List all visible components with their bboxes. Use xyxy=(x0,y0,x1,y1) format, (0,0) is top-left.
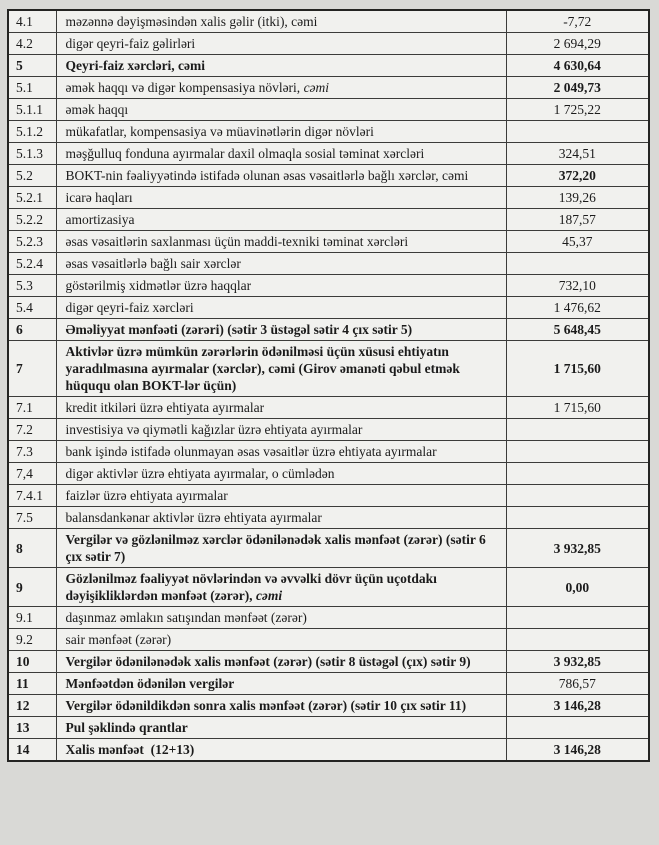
row-number-cell: 9 xyxy=(8,568,56,607)
row-value-cell: 1 725,22 xyxy=(506,99,649,121)
table-row xyxy=(8,99,649,121)
row-number-cell: 5.1.1 xyxy=(8,99,56,121)
financial-statement-table xyxy=(7,9,650,762)
row-value-cell: 2 694,29 xyxy=(506,33,649,55)
row-value-cell: 45,37 xyxy=(506,231,649,253)
row-label-cell: göstərilmiş xidmətlər üzrə haqqlar xyxy=(56,275,506,297)
row-label-cell: məşğulluq fonduna ayırmalar daxil olmaqla sosial təminat xərcləri xyxy=(56,143,506,165)
row-number-cell: 5.1.2 xyxy=(8,121,56,143)
row-number-cell: 5.2 xyxy=(8,165,56,187)
row-value-cell xyxy=(506,629,649,651)
row-value-cell: 187,57 xyxy=(506,209,649,231)
table-row xyxy=(8,441,649,463)
row-value-cell: 3 932,85 xyxy=(506,529,649,568)
row-label-cell: mükafatlar, kompensasiya və müavinətlərin digər növləri xyxy=(56,121,506,143)
row-value-cell: 372,20 xyxy=(506,165,649,187)
table-row xyxy=(8,717,649,739)
table-row xyxy=(8,231,649,253)
row-number-cell: 7,4 xyxy=(8,463,56,485)
row-number-cell: 4.2 xyxy=(8,33,56,55)
row-value-cell: 5 648,45 xyxy=(506,319,649,341)
table-row xyxy=(8,463,649,485)
row-number-cell: 5 xyxy=(8,55,56,77)
table-row xyxy=(8,275,649,297)
table-row xyxy=(8,419,649,441)
row-label-cell: Pul şəklində qrantlar xyxy=(56,717,506,739)
row-label-cell: sair mənfəət (zərər) xyxy=(56,629,506,651)
row-label-cell: icarə haqları xyxy=(56,187,506,209)
row-label-cell: Əməliyyat mənfəəti (zərəri) (sətir 3 üstəgəl sətir 4 çıx sətir 5) xyxy=(56,319,506,341)
row-label-cell: əmək haqqı və digər kompensasiya növləri, cəmi xyxy=(56,77,506,99)
table-body xyxy=(8,10,649,761)
row-label-cell: Qeyri-faiz xərcləri, cəmi xyxy=(56,55,506,77)
row-value-cell xyxy=(506,507,649,529)
table-row xyxy=(8,209,649,231)
row-value-cell xyxy=(506,485,649,507)
table-row xyxy=(8,651,649,673)
row-label-cell: Xalis mənfəət (12+13) xyxy=(56,739,506,762)
table-row xyxy=(8,397,649,419)
row-value-cell xyxy=(506,607,649,629)
table-row xyxy=(8,319,649,341)
row-number-cell: 5.1 xyxy=(8,77,56,99)
table-row xyxy=(8,143,649,165)
row-number-cell: 5.1.3 xyxy=(8,143,56,165)
row-number-cell: 5.4 xyxy=(8,297,56,319)
row-number-cell: 4.1 xyxy=(8,10,56,33)
row-label-cell: investisiya və qiymətli kağızlar üzrə ehtiyata ayırmalar xyxy=(56,419,506,441)
row-label-cell: amortizasiya xyxy=(56,209,506,231)
row-label-cell: Aktivlər üzrə mümkün zərərlərin ödənilməsi üçün xüsusi ehtiyatın yaradılmasına ayırmalar (xərclər), cəmi (Girov əmanəti qəbul etmək hüququ olan BOKT-lər üçün) xyxy=(56,341,506,397)
row-label-cell: kredit itkiləri üzrə ehtiyata ayırmalar xyxy=(56,397,506,419)
row-value-cell: -7,72 xyxy=(506,10,649,33)
table-row xyxy=(8,121,649,143)
row-number-cell: 10 xyxy=(8,651,56,673)
table-row xyxy=(8,507,649,529)
table-row xyxy=(8,77,649,99)
row-label-cell: balansdankənar aktivlər üzrə ehtiyata ayırmalar xyxy=(56,507,506,529)
row-value-cell: 1 476,62 xyxy=(506,297,649,319)
row-number-cell: 7.4.1 xyxy=(8,485,56,507)
table-row xyxy=(8,529,649,568)
table-row xyxy=(8,695,649,717)
row-label-cell: daşınmaz əmlakın satışından mənfəət (zərər) xyxy=(56,607,506,629)
row-label-cell: faizlər üzrə ehtiyata ayırmalar xyxy=(56,485,506,507)
row-number-cell: 13 xyxy=(8,717,56,739)
row-label-cell: Vergilər ödənilənədək xalis mənfəət (zərər) (sətir 8 üstəgəl (çıx) sətir 9) xyxy=(56,651,506,673)
row-value-cell: 4 630,64 xyxy=(506,55,649,77)
table-row xyxy=(8,568,649,607)
row-value-cell: 1 715,60 xyxy=(506,397,649,419)
table-row xyxy=(8,739,649,762)
row-number-cell: 6 xyxy=(8,319,56,341)
row-value-cell xyxy=(506,121,649,143)
row-label-cell: Vergilər ödənildikdən sonra xalis mənfəət (zərər) (sətir 10 çıx sətir 11) xyxy=(56,695,506,717)
table-row xyxy=(8,673,649,695)
row-number-cell: 7.5 xyxy=(8,507,56,529)
row-label-cell: digər qeyri-faiz gəlirləri xyxy=(56,33,506,55)
row-label-cell: BOKT-nin fəaliyyətində istifadə olunan əsas vəsaitlərlə bağlı xərclər, cəmi xyxy=(56,165,506,187)
row-number-cell: 14 xyxy=(8,739,56,762)
row-value-cell: 732,10 xyxy=(506,275,649,297)
row-label-cell: bank işində istifadə olunmayan əsas vəsaitlər üzrə ehtiyata ayırmalar xyxy=(56,441,506,463)
row-number-cell: 7.1 xyxy=(8,397,56,419)
table-row xyxy=(8,33,649,55)
table-row xyxy=(8,607,649,629)
row-label-cell: əmək haqqı xyxy=(56,99,506,121)
row-value-cell: 139,26 xyxy=(506,187,649,209)
row-value-cell xyxy=(506,253,649,275)
row-number-cell: 7 xyxy=(8,341,56,397)
row-value-cell: 2 049,73 xyxy=(506,77,649,99)
table-row xyxy=(8,10,649,33)
row-number-cell: 5.2.2 xyxy=(8,209,56,231)
row-number-cell: 5.2.3 xyxy=(8,231,56,253)
row-number-cell: 5.2.1 xyxy=(8,187,56,209)
row-number-cell: 11 xyxy=(8,673,56,695)
row-value-cell xyxy=(506,441,649,463)
row-value-cell xyxy=(506,463,649,485)
row-number-cell: 5.2.4 xyxy=(8,253,56,275)
row-number-cell: 7.3 xyxy=(8,441,56,463)
row-number-cell: 5.3 xyxy=(8,275,56,297)
row-label-cell: digər qeyri-faiz xərcləri xyxy=(56,297,506,319)
table-row xyxy=(8,341,649,397)
table-row xyxy=(8,253,649,275)
table-row xyxy=(8,297,649,319)
row-label-cell: əsas vəsaitlərin saxlanması üçün maddi-texniki təminat xərcləri xyxy=(56,231,506,253)
row-label-cell: məzənnə dəyişməsindən xalis gəlir (itki), cəmi xyxy=(56,10,506,33)
row-value-cell: 324,51 xyxy=(506,143,649,165)
row-number-cell: 9.2 xyxy=(8,629,56,651)
row-label-cell: əsas vəsaitlərlə bağlı sair xərclər xyxy=(56,253,506,275)
row-value-cell: 3 146,28 xyxy=(506,695,649,717)
row-value-cell: 3 146,28 xyxy=(506,739,649,762)
row-value-cell xyxy=(506,419,649,441)
row-number-cell: 8 xyxy=(8,529,56,568)
table-row xyxy=(8,485,649,507)
row-label-italic-suffix: cəmi xyxy=(255,588,283,603)
row-number-cell: 7.2 xyxy=(8,419,56,441)
row-value-cell xyxy=(506,717,649,739)
table-row xyxy=(8,629,649,651)
row-value-cell: 786,57 xyxy=(506,673,649,695)
row-label-cell: Gözlənilməz fəaliyyət növlərindən və əvvəlki dövr üçün uçotdakı dəyişikliklərdən mənfəət (zərər), cəmi xyxy=(56,568,506,607)
table-row xyxy=(8,187,649,209)
row-value-cell: 0,00 xyxy=(506,568,649,607)
row-number-cell: 12 xyxy=(8,695,56,717)
row-label-cell: Mənfəətdən ödənilən vergilər xyxy=(56,673,506,695)
row-label-cell: digər aktivlər üzrə ehtiyata ayırmalar, o cümlədən xyxy=(56,463,506,485)
row-number-cell: 9.1 xyxy=(8,607,56,629)
row-label-cell: Vergilər və gözlənilməz xərclər ödənilənədək xalis mənfəət (zərər) (sətir 6 çıx sətir 7) xyxy=(56,529,506,568)
row-value-cell: 3 932,85 xyxy=(506,651,649,673)
table-row xyxy=(8,55,649,77)
table-row xyxy=(8,165,649,187)
row-label-italic-suffix: cəmi xyxy=(303,80,330,95)
row-value-cell: 1 715,60 xyxy=(506,341,649,397)
